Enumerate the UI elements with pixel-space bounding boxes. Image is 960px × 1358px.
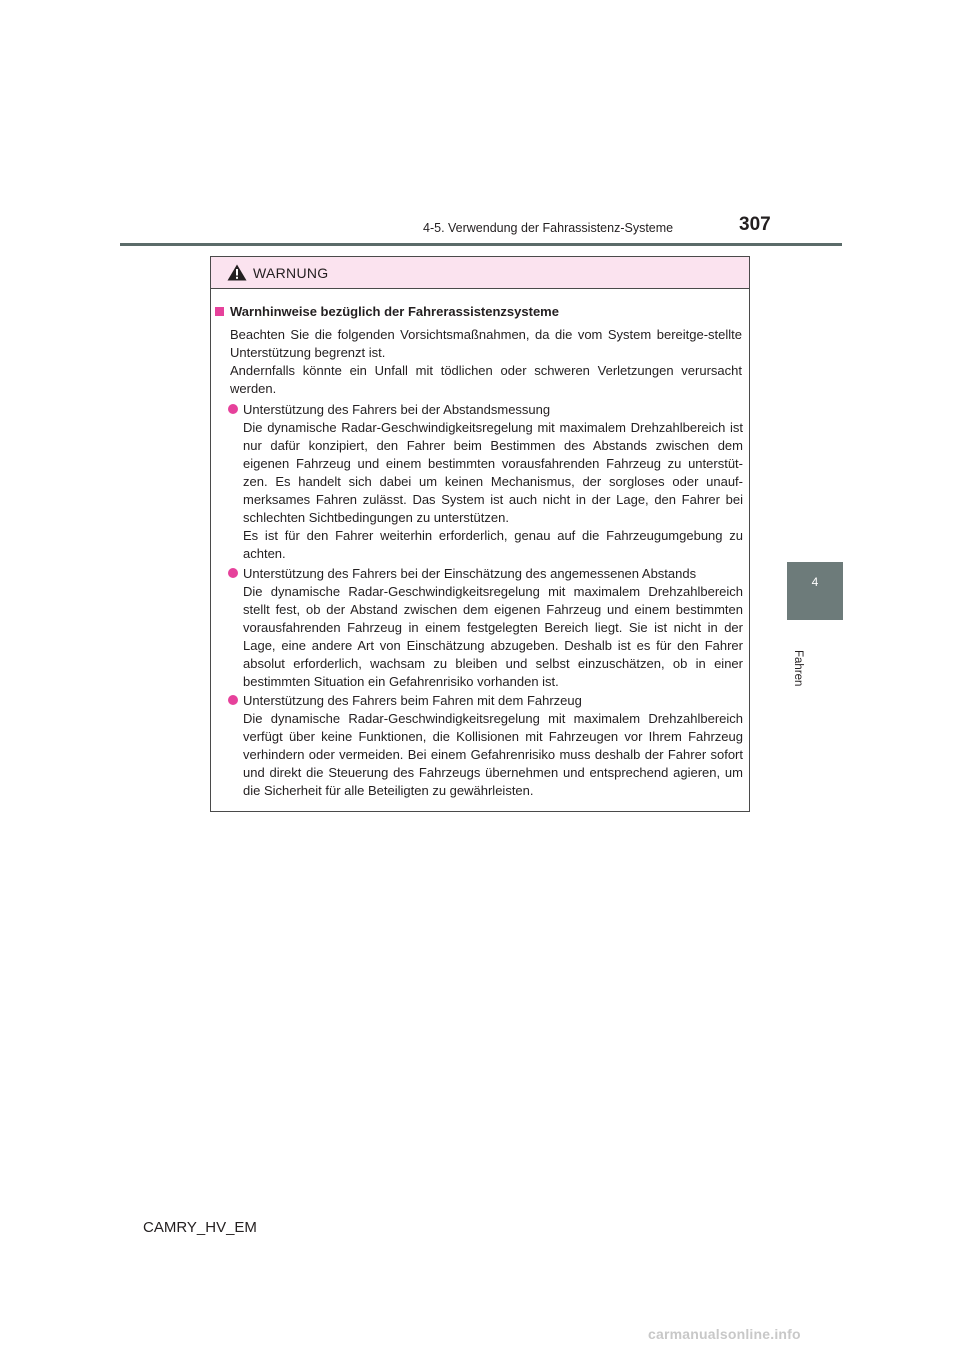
- header-divider: [120, 243, 842, 246]
- chapter-number: 4: [811, 575, 819, 589]
- warning-heading: [215, 304, 559, 319]
- warning-title: WARNUNG: [253, 265, 329, 281]
- list-item-text: Die dynamische Radar-Geschwindigkeitsregelung mit maximalem Drehzahlbereich stellt fest, ob der Abstand zwischen dem eigenen Fahrzeug und einem bestimmten vorausfahrenden Fahrzeug in einem festgelegten Bereich liegt. Sie ist nicht in der Lage, eine andere Art von Einschätzung abzugeben. Deshalb ist es für den Fahrer absolut erforderlich, wachsam zu bleiben und selbst einzuschätzen, ob in einer bestimmten Situation ein Gefahrenrisiko vorhanden ist.: [243, 584, 743, 689]
- round-bullet-icon: [228, 404, 238, 414]
- list-item-text: Es ist für den Fahrer weiterhin erforderlich, genau auf die Fahrzeugumgebung zu achten.: [243, 528, 743, 561]
- round-bullet-icon: [228, 568, 238, 578]
- list-item-title: Unterstützung des Fahrers bei der Einschätzung des angemessenen Abstands: [243, 566, 697, 581]
- warning-heading-text: Warnhinweise bezüglich der Fahrerassistenzsysteme: [230, 304, 559, 319]
- warning-triangle-icon: [227, 264, 247, 281]
- section-title: 4-5. Verwendung der Fahrassistenz-Systeme: [423, 221, 674, 235]
- list-item-text: Die dynamische Radar-Geschwindigkeitsregelung mit maximalem Drehzahlbereich ist nur dafür konzipiert, den Fahrer beim Bestimmen des Abstands zwischen dem eigenen Fahrzeug und einem bestimmten vorausfahrenden Fahrzeug zu unterstüt-zen. Es handelt sich dabei um keinen Mechanismus, der sorgloses oder unauf-merksames Fahren zulässt. Das System ist auch nicht in der Lage, den Fahrer bei schlechten Sichtbedingungen zu unterstützen.: [243, 420, 743, 525]
- list-item-title: Unterstützung des Fahrers beim Fahren mit dem Fahrzeug: [243, 693, 582, 708]
- chapter-label: Fahren: [792, 650, 804, 687]
- document-code: CAMRY_HV_EM: [143, 1219, 257, 1236]
- consequence-paragraph: Andernfalls könnte ein Unfall mit tödlichen oder schweren Verletzungen verursacht werden.: [230, 363, 742, 396]
- list-item-text: Die dynamische Radar-Geschwindigkeitsregelung mit maximalem Drehzahlbereich verfügt über keine Funktionen, die Kollisionen mit Fahrzeugen vor Ihrem Fahrzeug verhindern oder vermeiden. Bei einem Gefahrenrisiko muss deshalb der Fahrer sofort und direkt die Steuerung des Fahrzeugs übernehmen und entsprechend agieren, um die Sicherheit für alle Beteiligten zu gewährleisten.: [243, 711, 743, 798]
- warning-body: [211, 289, 749, 811]
- watermark: carmanualsonline.info: [648, 1326, 801, 1342]
- intro-paragraph: Beachten Sie die folgenden Vorsichtsmaßnahmen, da die vom System bereitge-stellte Unterstützung begrenzt ist.: [230, 327, 742, 360]
- square-bullet-icon: [215, 307, 224, 316]
- warning-box: [210, 256, 750, 812]
- warning-header: [211, 257, 749, 289]
- list-item-title: Unterstützung des Fahrers bei der Abstandsmessung: [243, 402, 551, 417]
- chapter-tab: [787, 562, 843, 620]
- round-bullet-icon: [228, 695, 238, 705]
- page-number: 307: [739, 214, 771, 235]
